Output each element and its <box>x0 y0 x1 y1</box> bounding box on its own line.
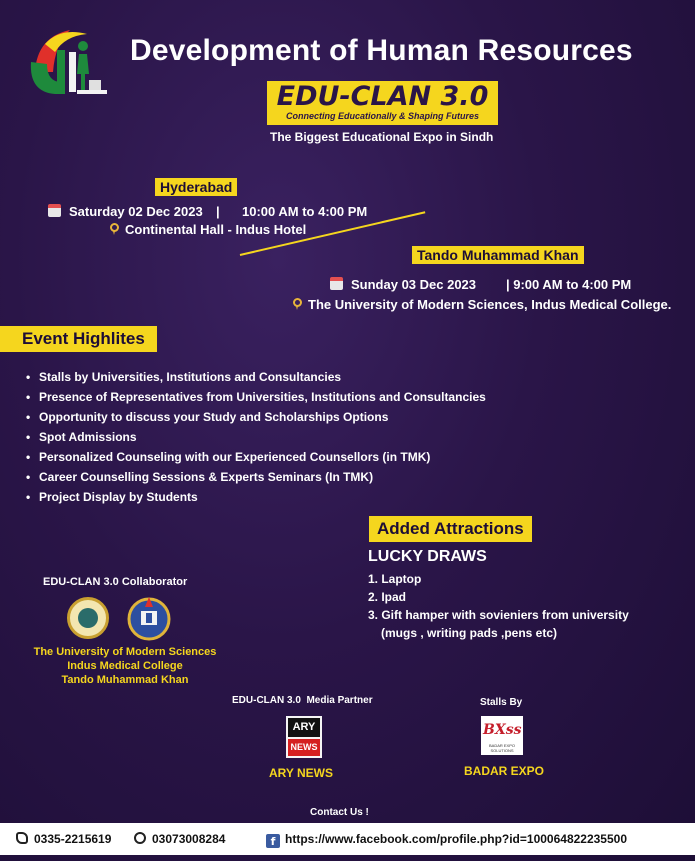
phone-icon <box>16 832 28 844</box>
page-title: Development of Human Resources <box>130 34 633 67</box>
highlights-list <box>26 370 486 510</box>
list-item: 1. Laptop <box>368 572 422 586</box>
list-item: • Presence of Representatives from Universities, Institutions and Consultancies <box>26 390 486 410</box>
highlights-title: Event Highlites <box>0 326 157 352</box>
event-tagline: Connecting Educationally & Shaping Futures <box>285 111 479 121</box>
university-seal-logo <box>67 597 109 639</box>
tmk-venue-row <box>293 297 671 312</box>
location-pin-icon <box>110 223 119 235</box>
ary-logo-news-text: NEWS <box>288 739 320 756</box>
collaborator-title: EDU-CLAN 3.0 Collaborator <box>43 576 188 588</box>
event-subtitle: The Biggest Educational Expo in Sindh <box>270 130 494 144</box>
collaborator-line: Tando Muhammad Khan <box>61 674 189 686</box>
phone-number: 0335-2215619 <box>34 832 112 846</box>
phone-contact[interactable] <box>16 832 111 846</box>
badar-expo-name: BADAR EXPO <box>464 764 545 778</box>
tmk-city-tag: Tando Muhammad Khan <box>412 246 584 264</box>
badar-expo-logo <box>481 716 523 755</box>
calendar-icon <box>330 277 343 290</box>
collaborator-line: The University of Modern Sciences <box>33 646 217 658</box>
calendar-icon <box>48 204 61 217</box>
stalls-title: Stalls By <box>480 697 523 708</box>
lucky-draws-title: LUCKY DRAWS <box>368 548 487 565</box>
hyderabad-venue: Continental Hall - Indus Hotel <box>125 222 307 237</box>
tmk-venue: The University of Modern Sciences, Indus Medical College. <box>308 297 672 312</box>
list-item: 2. Ipad <box>368 590 407 604</box>
facebook-url: https://www.facebook.com/profile.php?id=100064822235500 <box>285 832 628 846</box>
collaborator-names <box>30 645 220 687</box>
ary-news-logo <box>286 716 322 758</box>
badar-logo-text: BXss <box>483 722 522 738</box>
whatsapp-number: 03073008284 <box>152 832 226 846</box>
list-item: 3. Gift hamper with sovieniers from university <box>368 608 629 622</box>
hyderabad-date-row <box>48 204 203 219</box>
media-partner-title: EDU-CLAN 3.0 Media Partner <box>232 695 373 706</box>
list-item: • Opportunity to discuss your Study and Scholarships Options <box>26 410 486 430</box>
hyderabad-time: 10:00 AM to 4:00 PM <box>242 204 368 219</box>
list-item: • Personalized Counseling with our Experienced Counsellors (in TMK) <box>26 450 486 470</box>
tmk-date: Sunday 03 Dec 2023 <box>351 277 477 292</box>
event-name: EDU-CLAN 3.0 <box>276 81 489 112</box>
hyderabad-venue-row <box>110 222 306 237</box>
list-item: • Stalls by Universities, Institutions and Consultancies <box>26 370 486 390</box>
medical-college-crest-logo <box>125 593 173 641</box>
hyderabad-city-tag: Hyderabad <box>155 178 237 196</box>
hyderabad-separator: | <box>216 204 220 219</box>
facebook-icon: f <box>266 834 280 848</box>
badar-logo-subtext: BADAR EXPO SOLUTIONS <box>488 743 515 753</box>
ary-logo-text: ARY <box>288 718 320 737</box>
lucky-draws-list <box>368 570 629 642</box>
ary-news-name: ARY NEWS <box>269 766 334 780</box>
collaborator-line: Indus Medical College <box>67 660 183 672</box>
list-item: • Career Counselling Sessions & Experts Seminars (In TMK) <box>26 470 486 490</box>
contact-bar <box>0 823 695 855</box>
edu-clan-logo <box>25 22 115 102</box>
whatsapp-contact[interactable] <box>134 832 225 846</box>
tmk-time: | 9:00 AM to 4:00 PM <box>506 277 632 292</box>
attractions-title: Added Attractions <box>369 516 532 542</box>
hyderabad-date: Saturday 02 Dec 2023 <box>69 204 203 219</box>
contact-title: Contact Us ! <box>310 807 369 818</box>
list-item: (mugs , writing pads ,pens etc) <box>381 626 558 640</box>
list-item: • Spot Admissions <box>26 430 486 450</box>
whatsapp-icon <box>134 832 146 844</box>
location-pin-icon <box>293 298 302 310</box>
list-item: • Project Display by Students <box>26 490 486 510</box>
event-name-banner <box>267 81 498 125</box>
facebook-link[interactable] <box>266 832 627 848</box>
tmk-date-row <box>330 277 476 292</box>
